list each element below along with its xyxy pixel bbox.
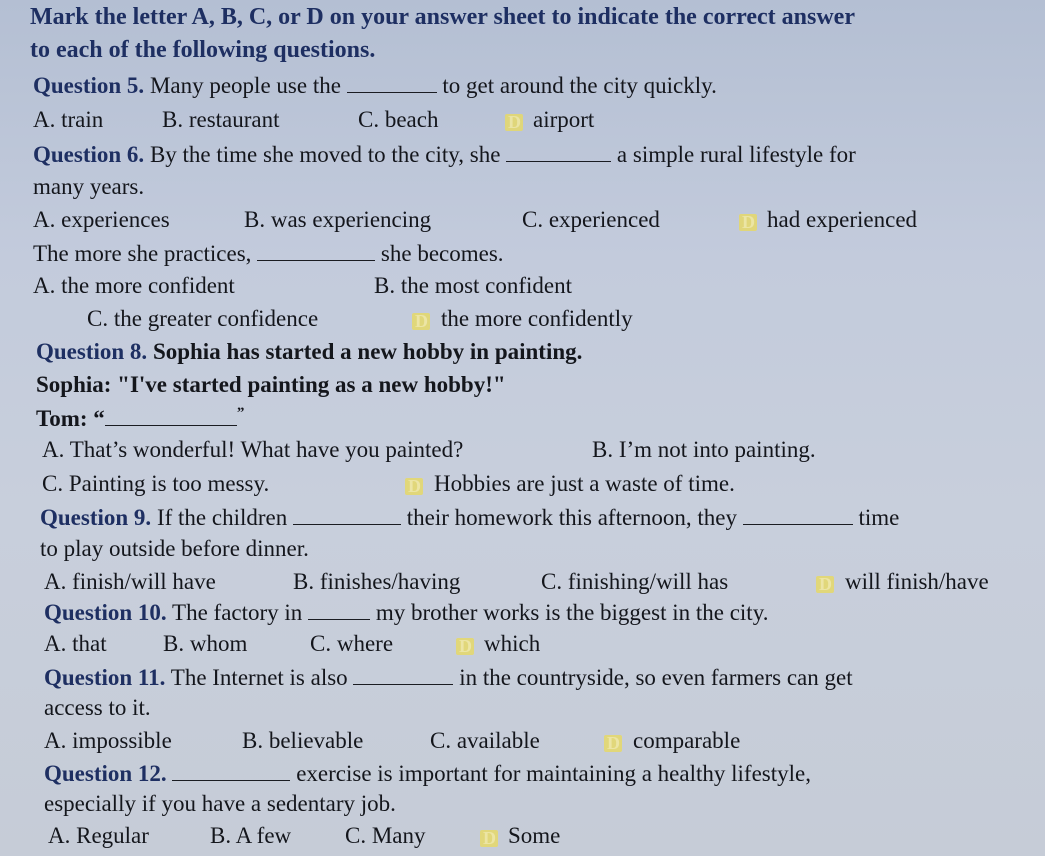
q10-option-d-marker	[456, 638, 474, 655]
question-9-stem-continued: to play outside before dinner.	[40, 536, 309, 561]
q11-option-c[interactable]: C. available	[430, 728, 540, 753]
question-12-blank	[172, 760, 290, 781]
question-8-tom-line	[36, 405, 244, 432]
question-10-text-after: my brother works is the biggest in the city.	[375, 600, 769, 625]
question-7-blank	[257, 240, 375, 261]
question-9-blank-2	[743, 504, 853, 525]
question-9-text-after: time	[858, 505, 900, 530]
q6-option-b[interactable]: B. was experiencing	[244, 207, 432, 232]
question-10-text-before: The factory in	[172, 600, 303, 625]
q6-option-d-marker	[739, 214, 757, 231]
question-5-blank	[347, 72, 437, 93]
q10-option-c[interactable]: C. where	[310, 631, 394, 656]
question-9-label: Question 9.	[40, 505, 152, 530]
q11-option-a[interactable]: A. impossible	[44, 728, 172, 753]
question-8-stem	[36, 339, 582, 365]
question-9-blank-1	[293, 504, 401, 525]
q5-option-d-marker	[505, 114, 523, 131]
instruction-line-1: Mark the letter A, B, C, or D on your answer sheet to indicate the correct answer	[30, 4, 855, 30]
question-8-sophia-line: Sophia: "I've started painting as a new hobby!"	[36, 372, 506, 397]
question-12-stem-continued: especially if you have a sedentary job.	[44, 791, 396, 816]
q6-option-a[interactable]: A. experiences	[33, 207, 170, 232]
q5-option-d[interactable]: airport	[533, 107, 595, 132]
q12-option-a[interactable]: A. Regular	[48, 823, 149, 848]
question-11-text-after: in the countryside, so even farmers can get	[459, 665, 853, 690]
q12-option-d[interactable]: Some	[508, 823, 561, 848]
q10-option-a[interactable]: A. that	[44, 631, 107, 656]
q11-option-d-marker	[604, 735, 622, 752]
question-12-text-after: exercise is important for maintaining a healthy lifestyle,	[296, 761, 811, 786]
question-11-blank	[353, 664, 453, 685]
question-7-stem	[33, 240, 504, 267]
question-11-label: Question 11.	[44, 665, 166, 690]
question-6-stem	[33, 141, 856, 168]
instruction-line-2: to each of the following questions.	[30, 37, 376, 63]
question-10-label: Question 10.	[44, 600, 167, 625]
q5-option-c[interactable]: C. beach	[358, 107, 439, 132]
q7-option-d[interactable]: the more confidently	[441, 306, 633, 331]
question-12-stem	[44, 760, 811, 787]
q10-option-b[interactable]: B. whom	[163, 631, 248, 656]
question-6-text-before: By the time she moved to the city, she	[149, 142, 501, 167]
question-12-label: Question 12.	[44, 761, 167, 786]
question-5-label: Question 5.	[33, 73, 145, 98]
question-8-text: Sophia has started a new hobby in painting.	[152, 339, 583, 364]
question-8-blank	[105, 405, 237, 426]
q7-option-d-marker	[412, 313, 430, 330]
q7-option-a[interactable]: A. the more confident	[33, 273, 235, 298]
question-9-text-before: If the children	[156, 505, 288, 530]
question-10-stem	[44, 599, 768, 626]
q8-option-d[interactable]: Hobbies are just a waste of time.	[434, 471, 735, 496]
question-10-blank	[308, 599, 370, 620]
tom-close-quote: ”	[236, 405, 245, 421]
q11-option-b[interactable]: B. believable	[242, 728, 364, 753]
q6-option-d[interactable]: had experienced	[767, 207, 918, 232]
question-9-text-mid: their homework this afternoon, they	[406, 505, 737, 530]
q12-option-b[interactable]: B. A few	[210, 823, 292, 848]
q5-option-b[interactable]: B. restaurant	[162, 107, 280, 132]
q11-option-d[interactable]: comparable	[633, 728, 741, 753]
q9-option-d-marker	[816, 576, 834, 593]
q8-option-c[interactable]: C. Painting is too messy.	[42, 471, 270, 496]
question-9-stem	[40, 504, 899, 531]
question-6-stem-continued: many years.	[33, 174, 145, 199]
q9-option-a[interactable]: A. finish/will have	[44, 569, 216, 594]
q8-option-b[interactable]: B. I’m not into painting.	[592, 437, 816, 462]
tom-open-quote: Tom: “	[36, 406, 105, 431]
question-5-text-after: to get around the city quickly.	[442, 73, 717, 98]
question-6-text-after: a simple rural lifestyle for	[616, 142, 856, 167]
question-8-label: Question 8.	[36, 339, 148, 364]
q5-option-a[interactable]: A. train	[33, 107, 104, 132]
question-11-stem	[44, 664, 853, 691]
question-5-text-before: Many people use the	[149, 73, 341, 98]
q6-option-c[interactable]: C. experienced	[522, 207, 660, 232]
q7-option-c[interactable]: C. the greater confidence	[87, 306, 319, 331]
q12-option-c[interactable]: C. Many	[345, 823, 426, 848]
question-11-text-before: The Internet is also	[170, 665, 348, 690]
q9-option-c[interactable]: C. finishing/will has	[541, 569, 729, 594]
q9-option-b[interactable]: B. finishes/having	[293, 569, 461, 594]
question-5-stem	[33, 72, 717, 99]
question-6-blank	[506, 141, 611, 162]
q7-option-b[interactable]: B. the most confident	[374, 273, 573, 298]
question-11-stem-continued: access to it.	[44, 695, 151, 720]
q10-option-d[interactable]: which	[484, 631, 541, 656]
q12-option-d-marker	[480, 830, 498, 847]
q8-option-d-marker	[405, 478, 423, 495]
question-7-text-after: she becomes.	[380, 241, 504, 266]
question-7-text-before: The more she practices,	[33, 241, 252, 266]
q9-option-d[interactable]: will finish/have	[845, 569, 989, 594]
question-6-label: Question 6.	[33, 142, 145, 167]
q8-option-a[interactable]: A. That’s wonderful! What have you painted?	[42, 437, 464, 462]
